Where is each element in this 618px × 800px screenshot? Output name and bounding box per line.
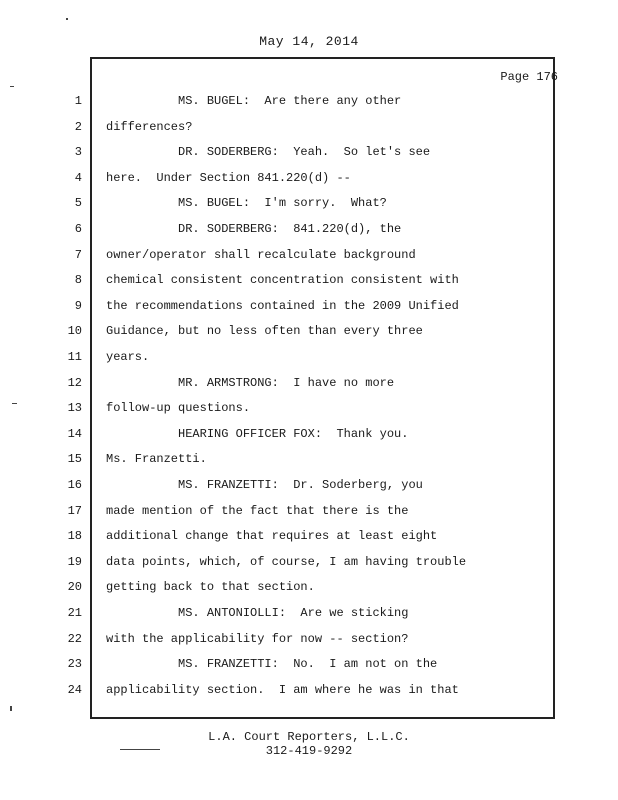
transcript-line-text: chemical consistent concentration consistent with (106, 273, 459, 287)
scan-speck (10, 86, 14, 87)
court-reporter-name: L.A. Court Reporters, L.L.C. (208, 730, 410, 744)
line-number: 7 (74, 248, 82, 262)
transcript-line-text: DR. SODERBERG: Yeah. So let's see (106, 145, 431, 159)
line-number: 3 (74, 145, 82, 159)
scan-speck (10, 706, 12, 711)
line-number: 16 (67, 478, 82, 492)
transcript-line-text: DR. SODERBERG: 841.220(d), the (106, 222, 402, 236)
line-number: 5 (74, 196, 82, 210)
line-number: 11 (67, 350, 82, 364)
transcript-line-text: MS. BUGEL: Are there any other (106, 94, 402, 108)
transcript-line-text: MS. BUGEL: I'm sorry. What? (106, 196, 387, 210)
transcript-line-text: MS. FRANZETTI: Dr. Soderberg, you (106, 478, 423, 492)
transcript-line-text: MR. ARMSTRONG: I have no more (106, 376, 395, 390)
line-number: 6 (74, 222, 82, 236)
line-number: 14 (67, 427, 82, 441)
line-number: 20 (67, 580, 82, 594)
transcript-line-text: Ms. Franzetti. (106, 452, 207, 466)
transcript-line-text: owner/operator shall recalculate background (106, 248, 416, 262)
scan-speck (12, 403, 17, 404)
line-number: 24 (67, 683, 82, 697)
page-number: Page 176 (500, 70, 558, 84)
transcript-line-text: the recommendations contained in the 2009 Unified (106, 299, 459, 313)
line-number: 17 (67, 504, 82, 518)
transcript-line-text: MS. ANTONIOLLI: Are we sticking (106, 606, 409, 620)
line-number: 15 (67, 452, 82, 466)
transcript-line-text: follow-up questions. (106, 401, 251, 415)
court-reporter-phone: 312-419-9292 (265, 744, 353, 758)
transcript-line-text: getting back to that section. (106, 580, 315, 594)
line-number: 9 (74, 299, 82, 313)
line-number: 2 (74, 120, 82, 134)
transcript-line-text: HEARING OFFICER FOX: Thank you. (106, 427, 409, 441)
transcript-line-text: applicability section. I am where he was in that (106, 683, 459, 697)
line-number: 8 (74, 273, 82, 287)
transcript-line-text: data points, which, of course, I am having trouble (106, 555, 467, 569)
line-number: 10 (67, 324, 82, 338)
transcript-line-text: years. (106, 350, 150, 364)
transcript-date: May 14, 2014 (259, 34, 359, 49)
line-number: 1 (74, 94, 82, 108)
scan-speck (66, 18, 68, 20)
transcript-line-text: Guidance, but no less often than every three (106, 324, 423, 338)
line-number: 18 (67, 529, 82, 543)
transcript-line-text: with the applicability for now -- section? (106, 632, 409, 646)
line-number: 13 (67, 401, 82, 415)
line-number: 4 (74, 171, 82, 185)
transcript-line-text: additional change that requires at least eight (106, 529, 438, 543)
line-number: 23 (67, 657, 82, 671)
line-number: 19 (67, 555, 82, 569)
transcript-line-text: here. Under Section 841.220(d) -- (106, 171, 351, 185)
line-number: 22 (67, 632, 82, 646)
transcript-line-text: differences? (106, 120, 193, 134)
transcript-line-text: made mention of the fact that there is the (106, 504, 409, 518)
scan-speck (120, 749, 160, 750)
line-number: 21 (67, 606, 82, 620)
transcript-line-text: MS. FRANZETTI: No. I am not on the (106, 657, 438, 671)
line-number: 12 (67, 376, 82, 390)
